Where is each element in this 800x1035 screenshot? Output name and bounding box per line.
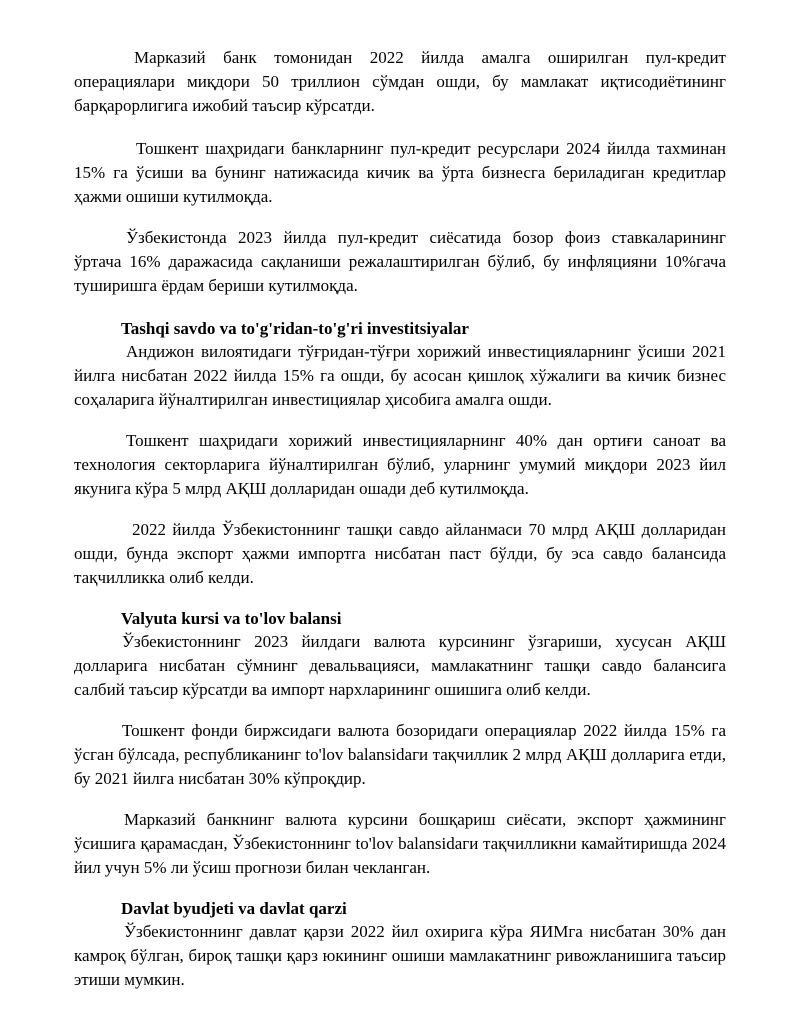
heading-budget-public-debt: Davlat byudjeti va davlat qarzi [121, 899, 347, 918]
paragraph-andijan-investment: Андижон вилоятидаги тўғридан-тўғри хорижий инвестицияларнинг ўсиши 2021 йилга нисбатан 2022 йилда 15% га ошди, бу асосан қишлоқ хўжалиги ва кичик бизнес соҳаларига йўналтирилган инвестициялар ҳисобига амалга ошди. [74, 342, 726, 409]
paragraph-tashkent-bank-resources: Тошкент шаҳридаги банкларнинг пул-кредит ресурслари 2024 йилда тахминан 15% га ўсиши ва бунинг натижасида кичик ва ўрта бизнесга бериладиган кредитлар ҳажми ошиши кутилмоқда. [74, 139, 726, 206]
paragraph-public-debt: Ўзбекистоннинг давлат қарзи 2022 йил охирига кўра ЯИМга нисбатан 30% дан камроқ бўлган, бироқ ташқи қарз юкининг ошиши мамлакатнинг ривожланишига таъсир этиши мумкин. [74, 922, 726, 989]
paragraph-exchange-rate-change: Ўзбекистоннинг 2023 йилдаги валюта курсининг ўзгариши, хусусан АҚШ долларига нисбатан сўмнинг девальвацияси, мамлакатнинг ташқи савдо балансига салбий таъсир кўрсатди ва импорт нархларининг ошишига олиб келди. [74, 632, 726, 699]
paragraph-currency-market-operations: Тошкент фонди биржсидаги валюта бозоридаги операциялар 2022 йилда 15% га ўсган бўлсада, республиканинг to'lov balansidаги тақчиллик 2 млрд АҚШ долларига етди, бу 2021 йилга нисбатан 30% кўпроқдир. [74, 721, 726, 788]
paragraph-exchange-rate-policy: Марказий банкнинг валюта курсини бошқариш сиёсати, экспорт ҳажмининг ўсишига қарамасдан, Ўзбекистоннинг to'lov balansidаги тақчилликни камайтиришда 2024 йил учун 5% ли ўсиш прогнози билан чекланган. [74, 810, 726, 877]
paragraph-tashkent-foreign-investment: Тошкент шаҳридаги хорижий инвестицияларнинг 40% дан ортиғи саноат ва технология секторларига йўналтирилган бўлиб, уларнинг умумий миқдори 2023 йил якунига кўра 5 млрд АҚШ долларидан ошади деб кутилмоқда. [74, 431, 726, 498]
heading-exchange-rate-balance: Valyuta kursi va to'lov balansi [121, 609, 342, 628]
paragraph-foreign-trade-turnover: 2022 йилда Ўзбекистоннинг ташқи савдо айланмаси 70 млрд АҚШ долларидан ошди, бунда экспорт ҳажми импортга нисбатан паст бўлди, бу эса савдо балансида тақчилликка олиб келди. [74, 520, 726, 587]
paragraph-interest-rates: Ўзбекистонда 2023 йилда пул-кредит сиёсатида бозор фоиз ставкаларининг ўртача 16% даражасида сақланиши режалаштирилган бўлиб, бу инфляцияни 10%гача туширишга ёрдам бериши кутилмоқда. [74, 228, 726, 295]
paragraph-central-bank-operations: Марказий банк томонидан 2022 йилда амалга оширилган пул-кредит операциялари миқдори 50 триллион сўмдан ошди, бу мамлакат иқтисодиётининг барқарорлигига ижобий таъсир кўрсатди. [74, 48, 726, 115]
heading-foreign-trade-investment: Tashqi savdo va to'g'ridan-to'g'ri investitsiyalar [121, 319, 469, 338]
